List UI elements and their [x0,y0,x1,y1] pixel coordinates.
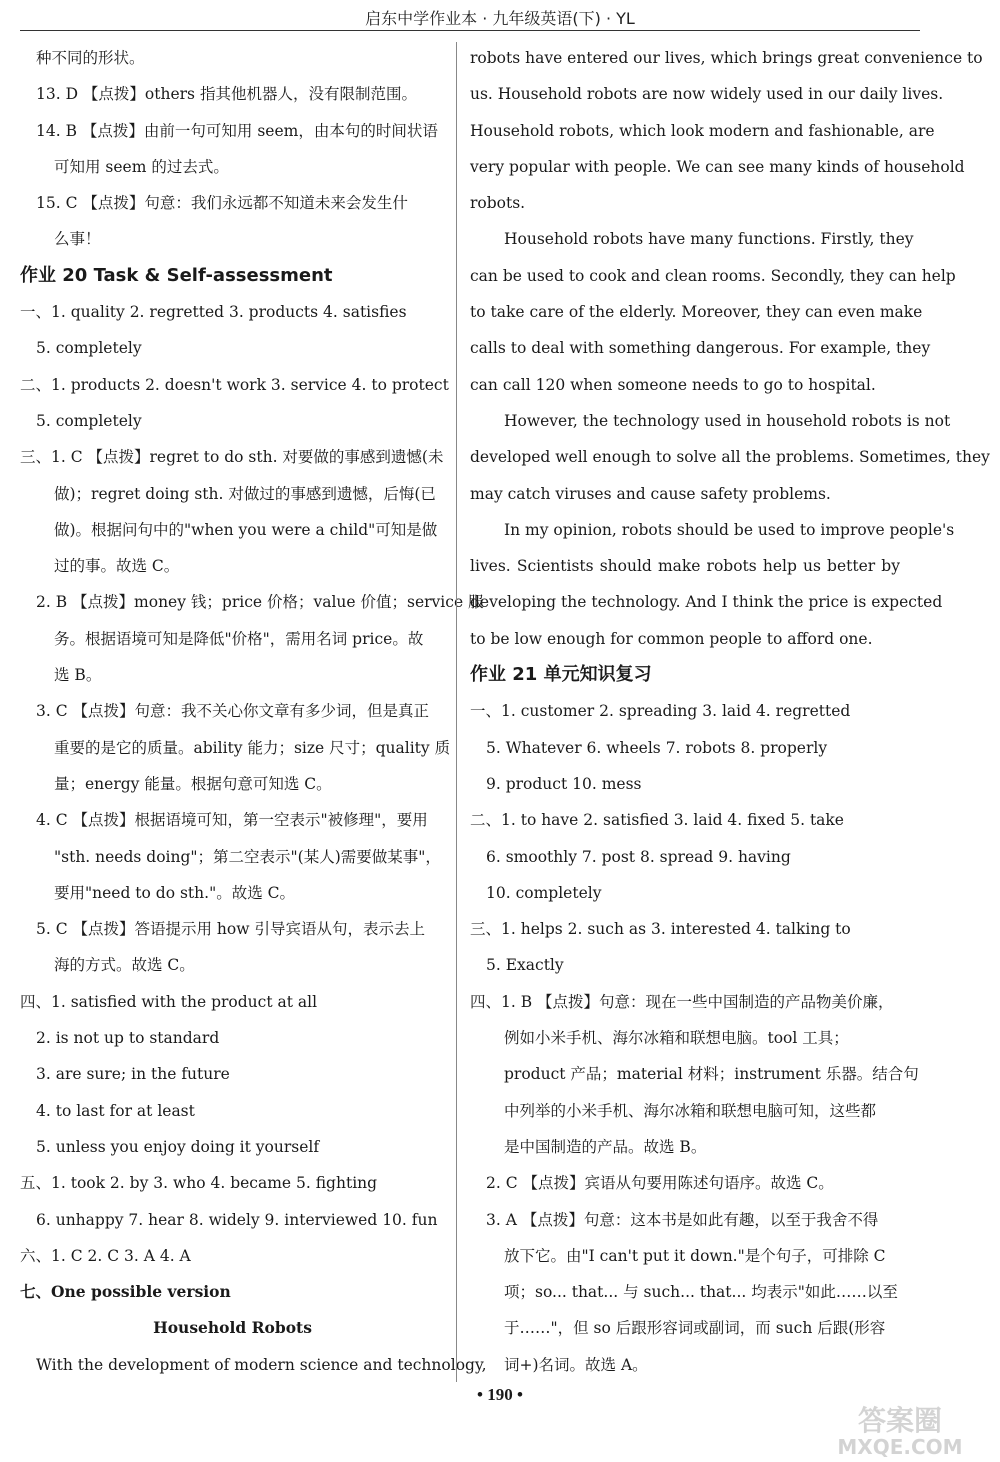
left-column [20,40,487,1383]
text-line: may catch viruses and cause safety problems. [470,484,831,503]
text-line: Household robots have many functions. Firstly, they [504,230,914,249]
text-line: 五、1. took 2. by 3. who 4. became 5. fighting [20,1174,378,1193]
text-line: robots have entered our lives, which brings great convenience to [470,49,983,67]
text-line: 种不同的形状。 [36,49,145,67]
text-line: 3. A 【点拨】句意：这本书是如此有趣，以至于我舍不得 [486,1210,879,1229]
text-line: 放下它。由"I can't put it down."是个句子，可排除 C [504,1246,886,1265]
header-divider [20,30,920,31]
text-line: 项；so... that... 与 such... that... 均表示"如此……以至 [504,1283,898,1302]
text-line: 中列举的小米手机、海尔冰箱和联想电脑可知，这些都 [504,1101,877,1120]
text-line: With the development of modern science and technology, [36,1355,487,1374]
text-line: 2. is not up to standard [36,1029,220,1048]
text-line: 一、1. customer 2. spreading 3. laid 4. regretted [470,702,851,721]
text-line: 13. D 【点拨】others 指其他机器人，没有限制范围。 [36,85,417,104]
watermark-logo [810,1400,990,1460]
text-line: calls to deal with something dangerous. For example, they [470,339,931,358]
text-line: 4. to last for at least [36,1101,195,1120]
text-line: 2. C 【点拨】宾语从句要用陈述句语序。故选 C。 [486,1174,834,1193]
text-line: 5. unless you enjoy doing it yourself [36,1137,320,1156]
text-line: to be low enough for common people to afford one. [470,629,873,648]
text-line: 是中国制造的产品。故选 B。 [504,1137,707,1156]
text-line: 词+)名词。故选 A。 [504,1355,648,1374]
text-line: 三、1. C 【点拨】regret to do sth. 对要做的事感到遗憾(未 [20,448,444,467]
text-line: 三、1. helps 2. such as 3. interested 4. talking to [470,920,851,939]
text-line: 重要的是它的质量。ability 能力；size 尺寸；quality 质 [54,738,451,757]
text-line: 于……"，但 so 后跟形容词或副词，而 such 后跟(形容 [504,1319,886,1338]
text-line: 5. Whatever 6. wheels 7. robots 8. properly [486,738,828,757]
text-line: 四、1. B 【点拨】句意：现在一些中国制造的产品物美价廉， [470,992,894,1011]
text-line: 6. unhappy 7. hear 8. widely 9. interviewed 10. fun [36,1210,438,1229]
text-line: 量；energy 能量。根据句意可知选 C。 [54,774,332,793]
text-line: 一、1. quality 2. regretted 3. products 4. satisfies [20,303,407,322]
essay-title: Household Robots [153,1318,312,1338]
section-heading: 作业 20 Task & Self-assessment [20,264,333,286]
text-line: robots. [470,194,526,213]
text-line: to take care of the elderly. Moreover, they can even make [470,303,923,322]
text-line: 七、One possible version [20,1282,231,1302]
text-line: 选 B。 [54,666,102,685]
text-line: 海的方式。故选 C。 [54,956,195,975]
text-line: 15. C 【点拨】句意：我们永远都不知道未来会发生什 [36,194,408,213]
watermark-line1: 答案圈 [857,1404,943,1437]
text-line: 例如小米手机、海尔冰箱和联想电脑。tool 工具； [504,1029,849,1048]
text-line: 3. C 【点拨】句意：我不关心你文章有多少词，但是真正 [36,702,430,721]
text-line: product 产品；material 材料；instrument 乐器。结合句 [504,1065,919,1084]
text-line: 10. completely [486,883,602,902]
text-line: 二、1. products 2. doesn't work 3. service 4. to protect [20,375,449,394]
column-divider [456,42,457,1382]
text-line: However, the technology used in household robots is not [504,411,951,430]
text-line: 5. completely [36,339,142,358]
text-line: 过的事。故选 C。 [54,557,180,576]
text-line: 四、1. satisfied with the product at all [20,992,318,1011]
text-line: developed well enough to solve all the problems. Sometimes, they [470,448,990,467]
text-line: In my opinion, robots should be used to improve people's [504,520,955,539]
text-line: 可知用 seem 的过去式。 [54,157,229,176]
right-column [470,40,990,1383]
text-line: developing the technology. And I think the price is expected [470,593,943,612]
text-line: "sth. needs doing"；第二空表示"(某人)需要做某事"， [54,847,441,866]
text-line: can be used to cook and clean rooms. Secondly, they can help [470,266,956,285]
text-line: 六、1. C 2. C 3. A 4. A [20,1246,191,1265]
text-line: can call 120 when someone needs to go to hospital. [470,375,876,394]
text-line: very popular with people. We can see many kinds of household [470,157,965,176]
text-line: 务。根据语境可知是降低"价格"，需用名词 price。故 [54,629,424,648]
text-line: 9. product 10. mess [486,774,642,793]
text-line: 做)。根据问句中的"when you were a child"可知是做 [54,520,438,539]
text-line: 5. completely [36,411,142,430]
text-line: 4. C 【点拨】根据语境可知，第一空表示"被修理"，要用 [36,811,428,830]
text-line: 么事！ [54,230,101,249]
text-line: 3. are sure; in the future [36,1065,230,1084]
text-line: 二、1. to have 2. satisfied 3. laid 4. fixed 5. take [470,811,844,830]
text-line: 6. smoothly 7. post 8. spread 9. having [486,847,791,866]
text-line: 5. Exactly [486,956,564,975]
text-line: lives. Scientists should make robots help us better by [470,557,900,576]
text-line: Household robots, which look modern and fashionable, are [470,121,935,140]
page-number: • 190 • [477,1385,523,1404]
text-line: 14. B 【点拨】由前一句可知用 seem，由本句的时间状语 [36,121,438,140]
text-line: 5. C 【点拨】答语提示用 how 引导宾语从句，表示去上 [36,920,425,939]
page-header: 启东中学作业本 · 九年级英语(下) · YL [365,9,635,28]
text-line: 2. B 【点拨】money 钱；price 价格；value 价值；service 服 [36,593,484,612]
section-heading: 作业 21 单元知识复习 [470,664,652,686]
text-line: us. Household robots are now widely used in our daily lives. [470,85,944,104]
text-line: 要用"need to do sth."。故选 C。 [54,883,295,902]
text-line: 做)；regret doing sth. 对做过的事感到遗憾，后悔(已 [54,484,436,503]
watermark-line2: MXQE.COM [837,1435,963,1459]
